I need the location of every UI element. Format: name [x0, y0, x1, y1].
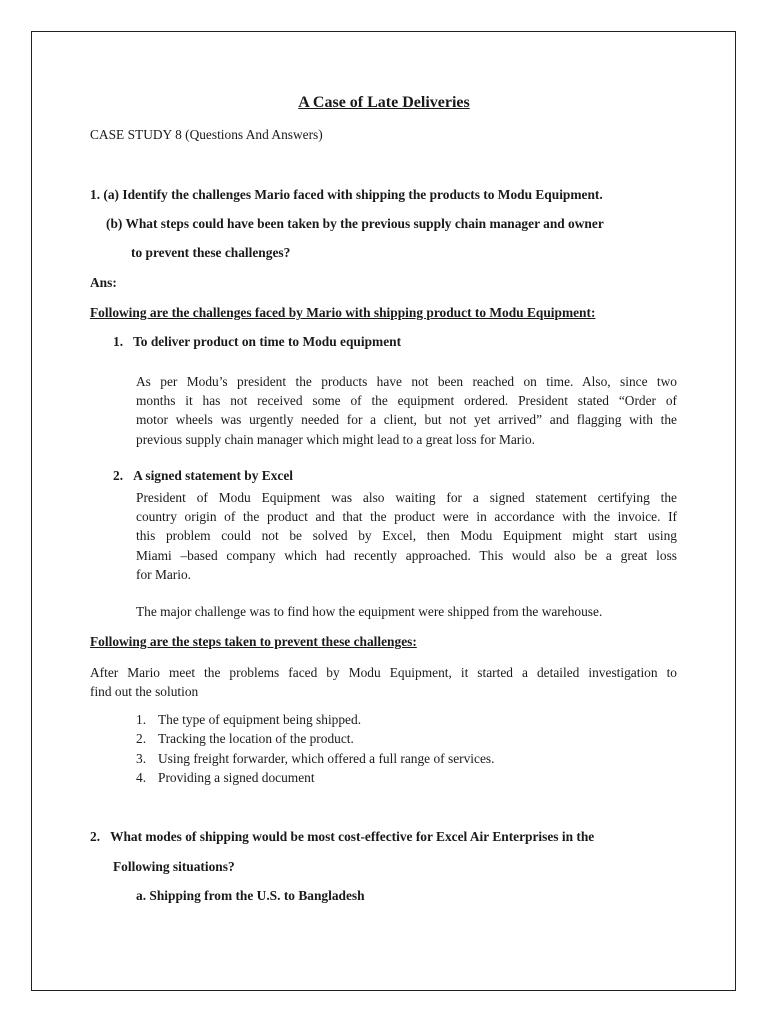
- document-title: A Case of Late Deliveries: [298, 94, 470, 111]
- question-1a: 1. (a) Identify the challenges Mario faced with shipping the products to Modu Equipment.: [90, 187, 603, 202]
- question-1b-line2: to prevent these challenges?: [131, 245, 291, 260]
- question-1b-line1: (b) What steps could have been taken by the previous supply chain manager and owner: [106, 216, 604, 231]
- steps-heading: Following are the steps taken to prevent these challenges:: [90, 634, 417, 649]
- challenge-1-line: previous supply chain manager which might lead to a great loss for Mario.: [136, 431, 536, 447]
- challenge-2-line: President of Modu Equipment was also waiting for a signed statement certifying the: [136, 490, 677, 505]
- list-item: 4. Providing a signed document: [136, 769, 315, 785]
- question-2-line2: Following situations?: [113, 859, 235, 874]
- challenge-1-line: As per Modu’s president the products have not been reached on time. Also, since two: [136, 374, 677, 389]
- challenge-2-line: for Mario.: [136, 566, 192, 582]
- challenge-1-paragraph: [136, 372, 677, 449]
- challenge-1-line: months it has not received some of the equipment ordered. President stated “Order of: [136, 393, 677, 409]
- case-study-subtitle: CASE STUDY 8 (Questions And Answers): [90, 127, 323, 142]
- steps-list: [136, 710, 494, 787]
- question-2a: a. Shipping from the U.S. to Bangladesh: [136, 888, 365, 903]
- steps-intro-line: find out the solution: [90, 684, 199, 700]
- challenge-2-line: Miami –based company which had recently approached. This would also be a great loss: [136, 547, 677, 563]
- challenge-2-heading: 2. A signed statement by Excel: [113, 468, 294, 483]
- steps-intro: [90, 663, 677, 701]
- challenge-1-line: motor wheels was urgently needed for a client, but not yet arrived” and flagging with the: [136, 412, 677, 428]
- list-item: 2. Tracking the location of the product.: [136, 731, 354, 747]
- challenge-2-line: this problem could not be solved by Excel, then Modu Equipment might start using: [136, 528, 677, 544]
- question-2-line1: 2. What modes of shipping would be most cost-effective for Excel Air Enterprises in the: [90, 829, 595, 844]
- steps-intro-line: After Mario meet the problems faced by Modu Equipment, it started a detailed investigation to: [90, 665, 677, 680]
- challenges-heading: Following are the challenges faced by Mario with shipping product to Modu Equipment:: [90, 305, 596, 320]
- list-item: 1. The type of equipment being shipped.: [136, 712, 362, 727]
- challenge-1-heading: 1. To deliver product on time to Modu equipment: [113, 334, 402, 349]
- list-item: 3. Using freight forwarder, which offered a full range of services.: [136, 750, 495, 766]
- challenge-2-line: country origin of the product and that the product were in accordance with the invoice. If: [136, 509, 677, 525]
- answer-label: Ans:: [90, 275, 117, 290]
- major-challenge: The major challenge was to find how the equipment were shipped from the warehouse.: [136, 604, 603, 619]
- challenge-2-paragraph: [136, 488, 677, 584]
